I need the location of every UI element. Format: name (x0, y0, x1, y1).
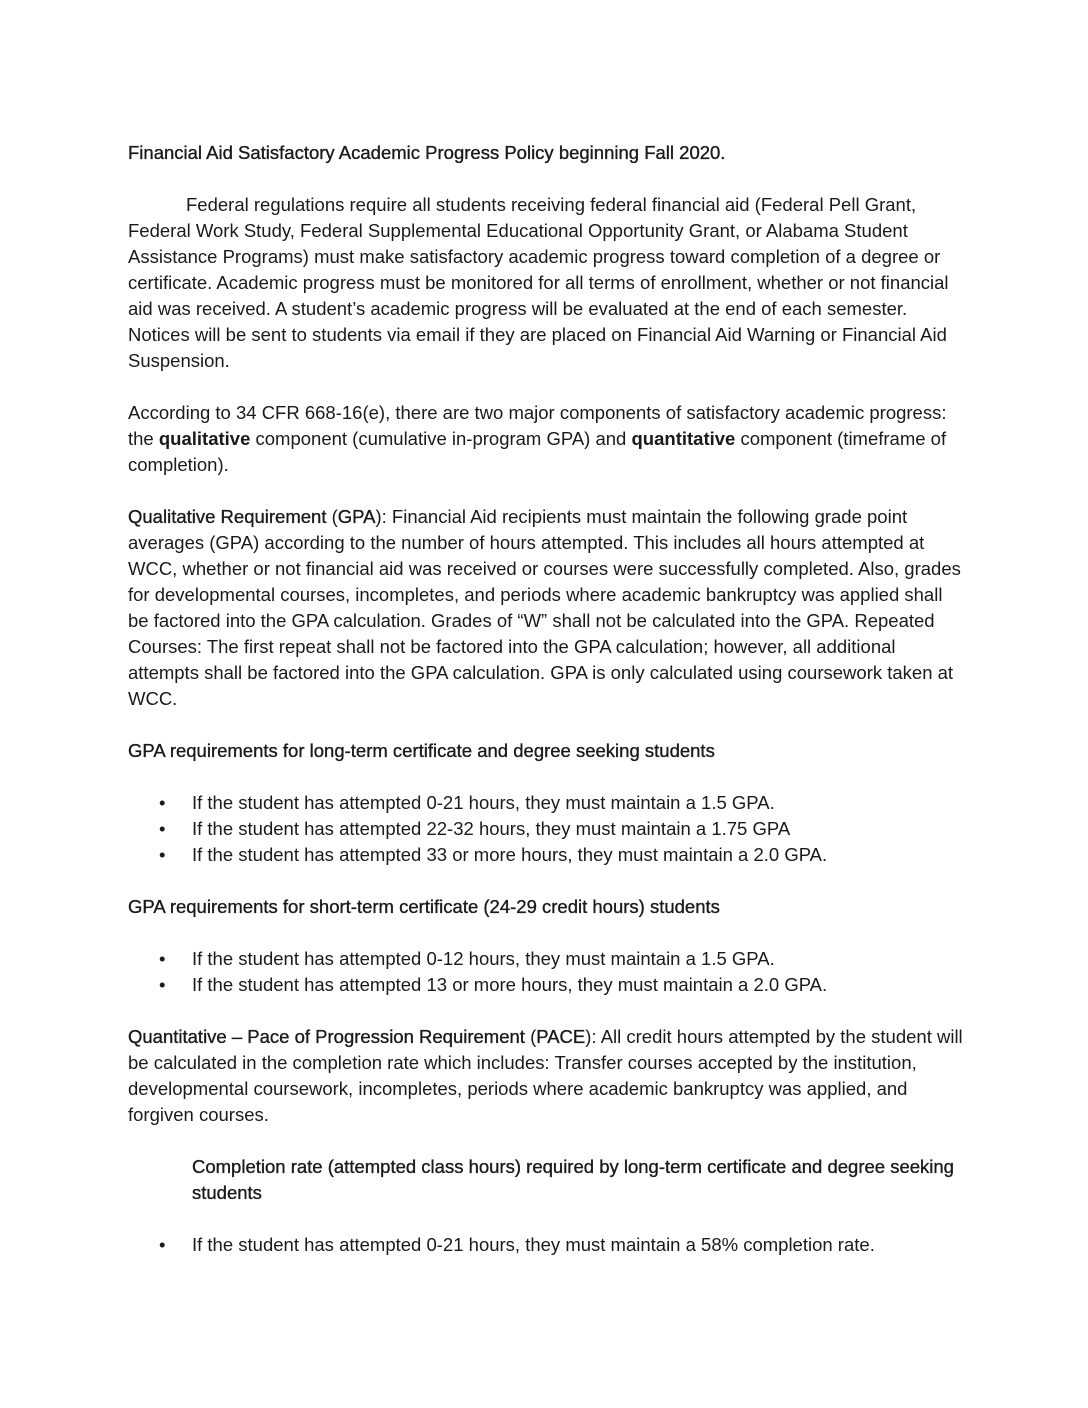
list-item (128, 816, 963, 842)
bullet-icon: • (159, 844, 166, 865)
bullet-icon: • (159, 974, 166, 995)
completion-rate-heading: Completion rate (attempted class hours) required by long-term certificate and degree seeking students (192, 1156, 954, 1203)
bullet-icon: • (159, 818, 166, 839)
quantitative-paren-close: ): (585, 1026, 597, 1047)
list-item (128, 790, 963, 816)
intro-paragraph: Federal regulations require all students receiving federal financial aid (Federal Pell Grant, Federal Work Study, Federal Supplemental Educational Opportunity Grant, or Alabama Student Assistance Programs) must make satisfactory academic progress toward completion of a degree or certificate. Academic progress must be monitored for all terms of enrollment, whether or not financial aid was received. A student’s academic progress will be evaluated at the end of each semester. Notices will be sent to students via email if they are placed on Financial Aid Warning or Financial Aid Suspension. (128, 194, 949, 371)
list-item-text: If the student has attempted 0-12 hours, they must maintain a 1.5 GPA. (192, 948, 775, 969)
long-term-gpa-list (128, 790, 963, 868)
quantitative-requirement-text: All credit hours attempted by the student will be calculated in the completion rate which includes: Transfer courses accepted by the institution, developmental coursework, incompletes, periods where academic bankruptcy was applied, and forgiven courses. (128, 1026, 963, 1125)
qualitative-paren-open: ( (326, 506, 338, 527)
list-item (128, 946, 963, 972)
gpa-abbr: GPA (337, 506, 376, 527)
bullet-icon: • (159, 792, 166, 813)
list-item-text: If the student has attempted 33 or more hours, they must maintain a 2.0 GPA. (192, 844, 828, 865)
qualitative-requirement-text: Financial Aid recipients must maintain the following grade point averages (GPA) according to the number of hours attempted. This includes all hours attempted at WCC, whether or not financial aid was received or courses were successfully completed. Also, grades for developmental courses, incompletes, and periods where academic bankruptcy was applied shall be factored into the GPA calculation. Grades of “W” shall not be calculated into the GPA. Repeated Courses: The first repeat shall not be factored into the GPA calculation; however, all additional attempts shall be factored into the GPA calculation. GPA is only calculated using coursework taken at WCC. (128, 506, 961, 709)
pace-abbr: PACE (536, 1026, 586, 1047)
completion-rate-list (128, 1232, 963, 1258)
components-paragraph (128, 400, 963, 478)
list-item-text: If the student has attempted 22-32 hours, they must maintain a 1.75 GPA (192, 818, 791, 839)
quantitative-term: quantitative (631, 428, 736, 449)
list-item-text: If the student has attempted 0-21 hours, they must maintain a 58% completion rate. (192, 1234, 875, 1255)
document-title: Financial Aid Satisfactory Academic Progress Policy beginning Fall 2020. (128, 142, 726, 163)
qualitative-requirement-label: Qualitative Requirement (128, 506, 327, 527)
quantitative-paren-open: ( (524, 1026, 537, 1047)
components-text-1: According to 34 CFR 668-16(e), there are two major components of satisfactory academic progress: the (128, 402, 947, 449)
list-item (128, 842, 963, 868)
list-item-text: If the student has attempted 13 or more hours, they must maintain a 2.0 GPA. (192, 974, 828, 995)
qualitative-term: qualitative (158, 428, 251, 449)
components-text-2: component (cumulative in-program GPA) and (250, 428, 632, 449)
list-item (128, 1232, 963, 1258)
quantitative-requirement-label: Quantitative – Pace of Progression Requirement (128, 1026, 525, 1047)
bullet-icon: • (159, 948, 166, 969)
list-item (128, 972, 963, 998)
qualitative-paren-close: ): (375, 506, 387, 527)
components-text-3: component (timeframe of completion). (128, 428, 947, 475)
list-item-text: If the student has attempted 0-21 hours, they must maintain a 1.5 GPA. (192, 792, 775, 813)
short-term-gpa-list (128, 946, 963, 998)
bullet-icon: • (159, 1234, 166, 1255)
document-page (128, 140, 963, 1284)
long-term-gpa-heading: GPA requirements for long-term certificate and degree seeking students (128, 740, 715, 761)
quantitative-requirement-paragraph (128, 1024, 963, 1128)
qualitative-requirement-paragraph (128, 504, 963, 712)
short-term-gpa-heading: GPA requirements for short-term certificate (24-29 credit hours) students (128, 896, 720, 917)
